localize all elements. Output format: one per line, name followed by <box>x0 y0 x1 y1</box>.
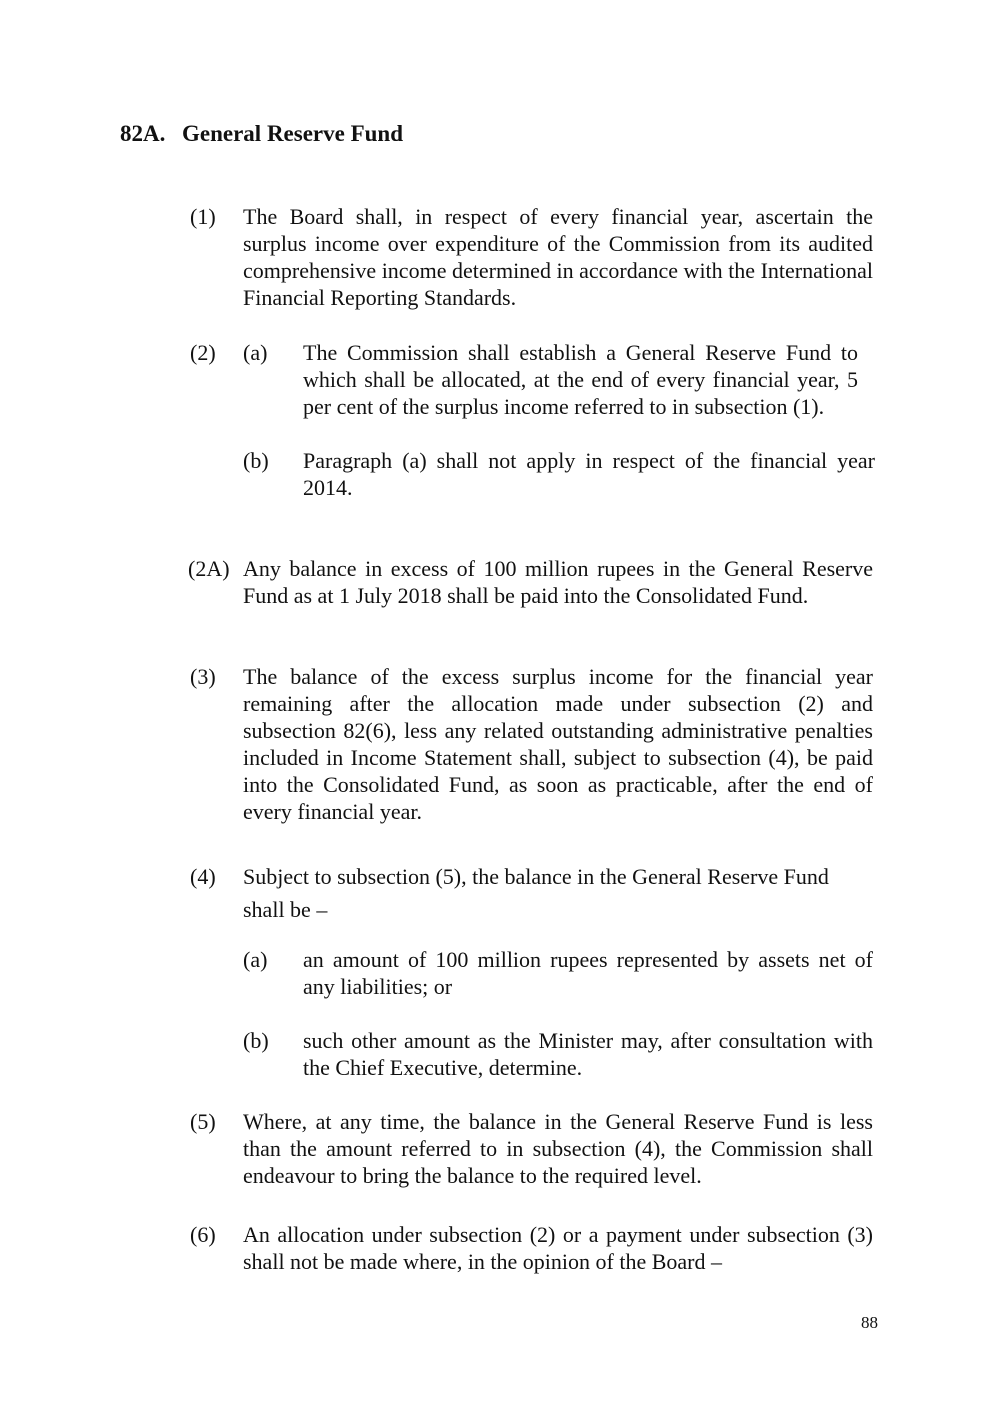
subsection-6-text: An allocation under subsection (2) or a payment under subsection (3) shall not be made where, in the opinion of the Board – <box>243 1222 873 1274</box>
section-title: General Reserve Fund <box>182 121 404 146</box>
subsection-1-label: (1) <box>190 204 216 229</box>
subsection-3-label: (3) <box>190 664 216 689</box>
subsection-5-text: Where, at any time, the balance in the General Reserve Fund is less than the amount referred to in subsection (4), the Commission shall endeavour to bring the balance to the required level. <box>243 1109 873 1188</box>
subsection-4-intro-line1: Subject to subsection (5), the balance in the General Reserve Fund <box>243 864 829 889</box>
subsection-1-text: The Board shall, in respect of every financial year, ascertain the surplus income over expenditure of the Commission from its audited comprehensive income determined in accordance with the International Financial Reporting Standards. <box>243 204 873 310</box>
section-number: 82A. <box>120 121 166 146</box>
subsection-2-a-text: The Commission shall establish a General Reserve Fund to which shall be allocated, at the end of every financial year, 5 per cent of the surplus income referred to in subsection (1). <box>303 340 858 419</box>
subsection-4-a-text: an amount of 100 million rupees represented by assets net of any liabilities; or <box>303 947 873 999</box>
subsection-4-label: (4) <box>190 864 216 889</box>
subsection-4-intro-line2: shall be – <box>243 897 328 922</box>
subsection-3-text: The balance of the excess surplus income for the financial year remaining after the allocation made under subsection (2) and subsection 82(6), less any related outstanding administrative penalties included in Income Statement shall, subject to subsection (4), be paid into the Consolidated Fund, as soon as practicable, after the end of every financial year. <box>243 664 873 824</box>
subsection-2-a-label: (a) <box>243 340 268 365</box>
subsection-2-b-text: Paragraph (a) shall not apply in respect of the financial year 2014. <box>303 448 875 500</box>
section-heading <box>120 120 403 148</box>
subsection-4-a-label: (a) <box>243 947 268 972</box>
subsection-2A-text: Any balance in excess of 100 million rupees in the General Reserve Fund as at 1 July 2018 shall be paid into the Consolidated Fund. <box>243 556 873 608</box>
page-number: 88 <box>861 1313 878 1332</box>
subsection-2-label: (2) <box>190 340 216 365</box>
subsection-4-b-label: (b) <box>243 1028 269 1053</box>
subsection-2A-label: (2A) <box>188 556 230 581</box>
subsection-4-b-text: such other amount as the Minister may, after consultation with the Chief Executive, determine. <box>303 1028 873 1080</box>
subsection-6-label: (6) <box>190 1222 216 1247</box>
subsection-2-b-label: (b) <box>243 448 269 473</box>
subsection-5-label: (5) <box>190 1109 216 1134</box>
